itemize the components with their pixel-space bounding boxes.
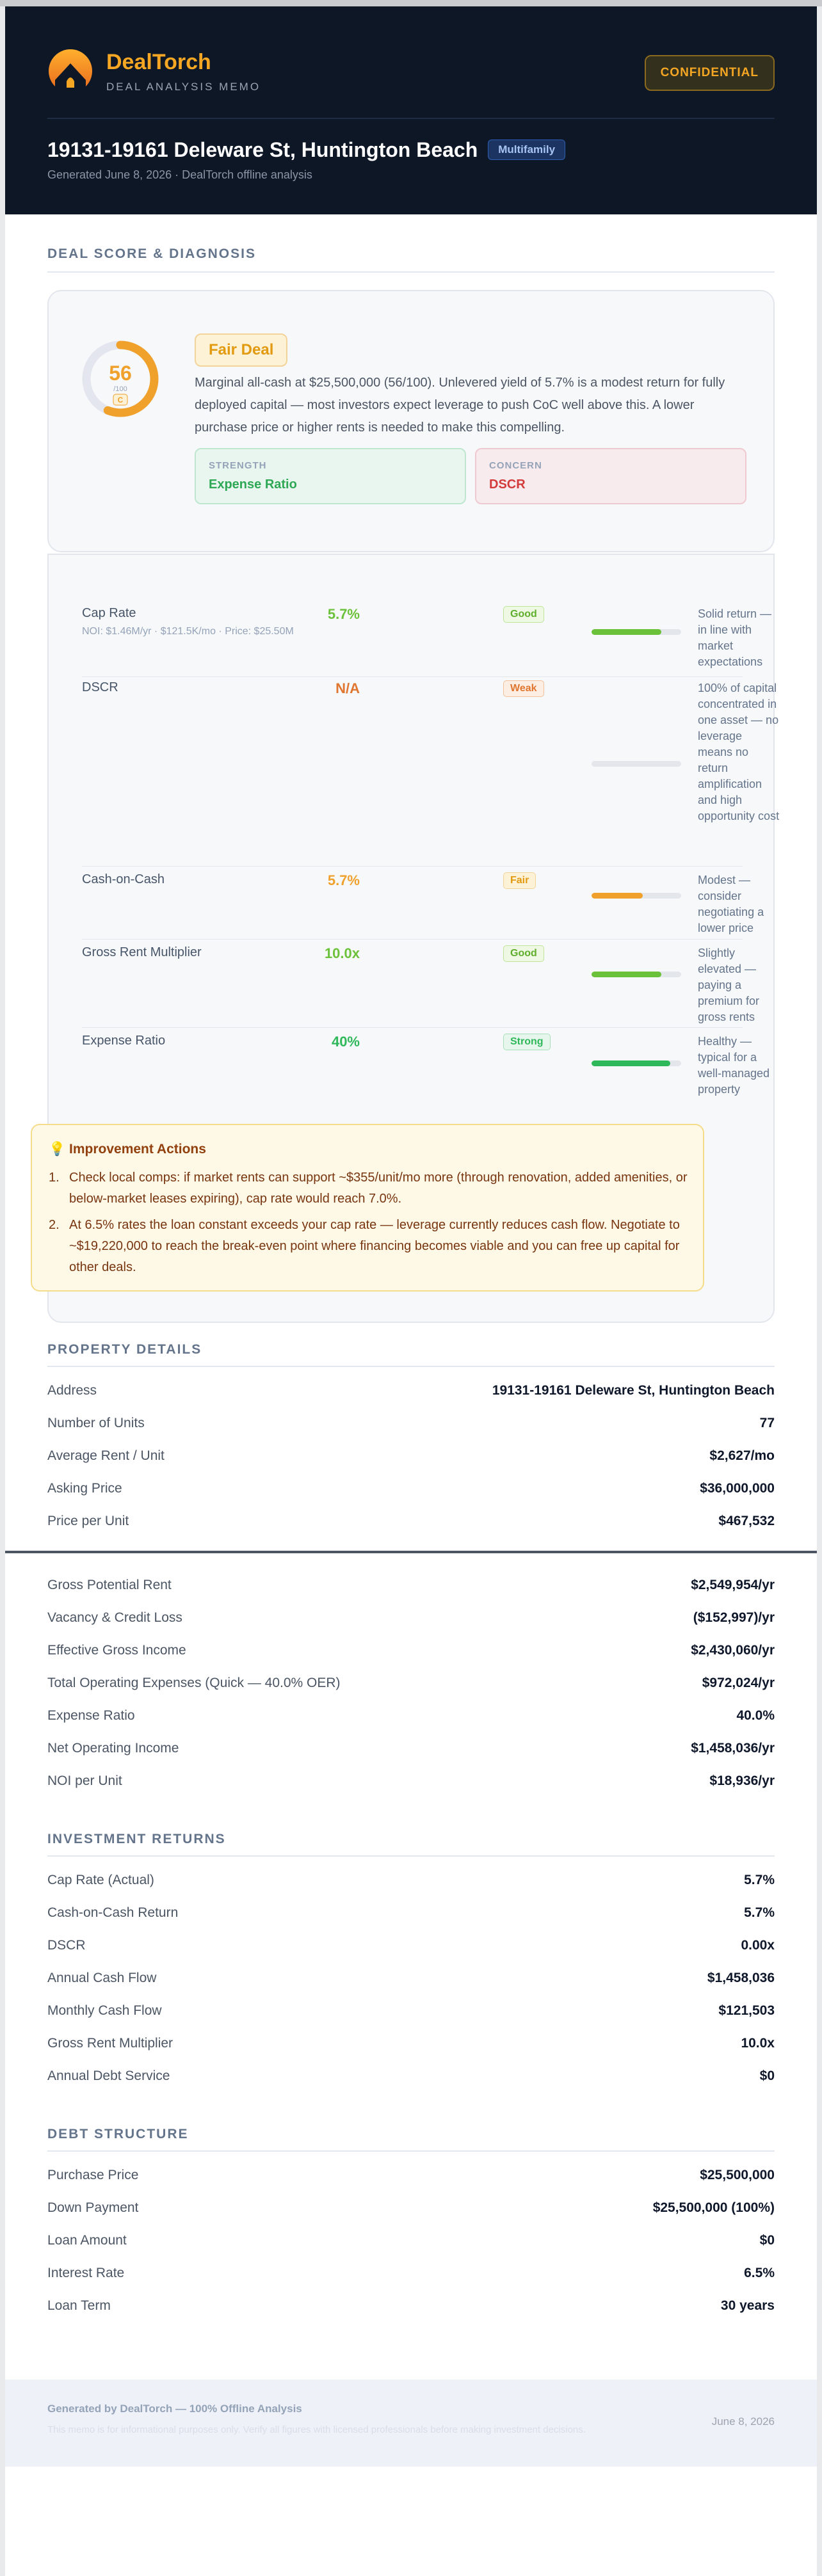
detail-value: $2,627/mo [709,1448,775,1463]
return-row [47,1905,775,1928]
detail-value: 19131-19161 Deleware St, Huntington Beach [492,1383,775,1398]
improvement-title [49,1142,206,1157]
score-max: /100 [113,385,127,393]
debt-value: $25,500,000 (100%) [652,2200,775,2215]
score-value: 56 [109,362,132,385]
metric-bar-fill [592,893,643,899]
torch-flame-icon [47,48,93,94]
return-row [47,2036,775,2059]
footer-disclaimer: This memo is for informational purposes only. Verify all figures with licensed professionals before making investment decisions. [47,2424,586,2435]
detail-row [47,1416,775,1439]
concern-box [475,448,746,504]
metric-value: N/A [335,680,360,696]
debt-value: $25,500,000 [700,2168,775,2182]
return-value: $0 [759,2068,775,2083]
metric-row-dscr [82,680,780,867]
detail-key: Price per Unit [47,1514,129,1528]
metric-bar [592,761,681,767]
return-key: Annual Debt Service [47,2068,170,2083]
memo-page [5,6,817,2576]
strength-label: STRENGTH [209,460,267,471]
score-summary: Marginal all-cash at $25,500,000 (56/100). Unlevered yield of 5.7% is a modest return for fully deployed capital — most investors expect leverage to push CoC well above this. A lower purchase price or higher rents is needed to make this compelling. [195,376,725,435]
debt-key: Interest Rate [47,2266,125,2280]
return-key: Cap Rate (Actual) [47,1873,154,1887]
detail-value: ($152,997)/yr [693,1610,775,1625]
brand-name: DealTorch [106,50,211,74]
metric-badge: Strong [503,1034,551,1050]
metric-name: Expense Ratio [82,1034,166,1048]
metric-note: 100% of capital concentrated in one asset — no leverage means no return amplification and high opportunity cost [698,682,780,822]
metric-value: 40% [331,1034,360,1050]
verdict-badge: Fair Deal [195,333,287,367]
metric-note: Healthy — typical for a well-managed property [698,1035,770,1096]
metric-bar [592,1060,681,1066]
return-key: Annual Cash Flow [47,1971,157,1985]
metric-row-cash-on-cash [82,872,764,940]
return-key: Cash-on-Cash Return [47,1905,179,1920]
detail-key: Expense Ratio [47,1708,135,1723]
debt-row [47,2200,775,2223]
metric-bar [592,629,681,635]
improvement-title-text: Improvement Actions [69,1142,206,1156]
footer-date: June 8, 2026 [711,2415,775,2428]
metric-bar [592,893,681,899]
return-row [47,2003,775,2026]
property-type-badge: Multifamily [488,140,565,160]
metric-bar [592,972,681,977]
section-rule [47,1366,775,1367]
detail-key: Asking Price [47,1481,122,1496]
metric-name: Cap Rate [82,606,136,620]
property-title [47,138,565,162]
detail-value: 77 [759,1416,775,1430]
metric-bar-fill [592,972,661,977]
section-rule [47,271,775,273]
detail-row [47,1773,775,1796]
lightbulb-icon: 💡 [49,1142,66,1156]
detail-value: $1,458,036/yr [691,1741,775,1756]
detail-row [47,1481,775,1504]
metric-bar-fill [592,629,661,635]
detail-key: Gross Potential Rent [47,1578,172,1592]
detail-value: 40.0% [736,1708,775,1723]
debt-value: 30 years [720,2298,775,2313]
confidential-badge: CONFIDENTIAL [645,55,775,91]
memo-footer [5,2380,817,2467]
concern-value: DSCR [489,477,526,492]
property-address: 19131-19161 Deleware St, Huntington Beach [47,138,478,161]
property-details-title: PROPERTY DETAILS [47,1342,202,1357]
concern-label: CONCERN [489,460,542,471]
detail-row [47,1610,775,1633]
item-number: 1. [49,1171,60,1185]
generated-line: Generated June 8, 2026 · DealTorch offline analysis [47,168,312,181]
strength-value: Expense Ratio [209,477,297,492]
debt-row [47,2168,775,2191]
metric-badge: Fair [503,872,536,889]
detail-key: Average Rent / Unit [47,1448,165,1463]
detail-row [47,1578,775,1601]
improvement-actions [31,1124,704,1292]
metric-row-grm [82,945,760,1028]
detail-row [47,1448,775,1471]
return-value: 10.0x [741,2036,775,2051]
debt-key: Down Payment [47,2200,139,2215]
item-text: At 6.5% rates the loan constant exceeds your cap rate — leverage currently reduces cash flow. Negotiate to ~$19,220,000 to reach the break-even point where financing becomes viable and you can free up capital for other deals. [69,1218,680,1274]
section-rule [47,1855,775,1857]
detail-key: Total Operating Expenses (Quick — 40.0% OER) [47,1676,341,1690]
detail-value: $18,936/yr [709,1773,775,1788]
item-text: Check local comps: if market rents can support ~$355/unit/mo more (through renovation, added amenities, or below-market leases expiring), cap rate would reach 7.0%. [69,1171,688,1206]
detail-key: Vacancy & Credit Loss [47,1610,182,1625]
deal-score-title: DEAL SCORE & DIAGNOSIS [47,246,256,261]
detail-key: Effective Gross Income [47,1643,186,1658]
detail-row [47,1708,775,1731]
debt-row [47,2266,775,2289]
metric-bar-fill [592,1060,670,1066]
metric-row-cap-rate [82,606,772,677]
metric-value: 10.0x [324,945,360,961]
metric-value: 5.7% [327,872,360,888]
debt-key: Purchase Price [47,2168,139,2182]
investment-returns-title: INVESTMENT RETURNS [47,1832,226,1846]
strength-box [195,448,466,504]
debt-key: Loan Term [47,2298,111,2313]
footer-generated-by: Generated by DealTorch — 100% Offline Analysis [47,2403,302,2415]
debt-row [47,2233,775,2256]
debt-row [47,2298,775,2321]
metric-note: Slightly elevated — paying a premium for gross rents [698,947,760,1023]
metric-note: Solid return — in line with market expectations [698,607,772,668]
detail-row [47,1514,775,1537]
detail-value: $2,430,060/yr [691,1643,775,1658]
debt-structure-title: DEBT STRUCTURE [47,2127,189,2141]
detail-row [47,1741,775,1764]
debt-value: 6.5% [744,2266,775,2280]
metric-name: DSCR [82,680,118,694]
return-key: Gross Rent Multiplier [47,2036,173,2051]
return-row [47,1938,775,1961]
detail-row [47,1383,775,1406]
return-value: $121,503 [718,2003,775,2018]
brand-tagline: DEAL ANALYSIS MEMO [106,81,261,93]
detail-key: Net Operating Income [47,1741,179,1756]
return-row [47,1971,775,1994]
debt-key: Loan Amount [47,2233,127,2248]
detail-value: $2,549,954/yr [691,1578,775,1592]
score-card [47,290,775,552]
return-value: 5.7% [744,1873,775,1887]
memo-header [5,6,817,214]
detail-row [47,1643,775,1666]
detail-key: NOI per Unit [47,1773,122,1788]
window-top-strip [0,0,822,6]
return-row [47,1873,775,1896]
return-value: $1,458,036 [707,1971,775,1985]
metric-sub: NOI: $1.46M/yr · $121.5K/mo · Price: $25.50M [82,626,294,637]
metric-row-expense-ratio [82,1034,770,1112]
metric-name: Cash-on-Cash [82,872,165,886]
return-key: Monthly Cash Flow [47,2003,162,2018]
detail-value: $467,532 [718,1514,775,1528]
debt-value: $0 [759,2233,775,2248]
detail-value: $36,000,000 [700,1481,775,1496]
detail-row [47,1676,775,1699]
score-gauge [81,339,160,419]
metric-badge: Good [503,606,544,623]
detail-key: Number of Units [47,1416,145,1430]
return-value: 0.00x [741,1938,775,1953]
detail-key: Address [47,1383,97,1398]
detail-value: $972,024/yr [702,1676,775,1690]
metric-note: Modest — consider negotiating a lower price [698,874,764,934]
return-key: DSCR [47,1938,86,1953]
page-break-line [5,1551,817,1553]
metric-badge: Good [503,945,544,962]
metric-name: Gross Rent Multiplier [82,945,202,959]
score-grade: C [117,396,124,404]
header-divider [47,118,775,119]
return-row [47,2068,775,2092]
section-rule [47,2150,775,2152]
return-value: 5.7% [744,1905,775,1920]
item-number: 2. [49,1218,60,1232]
metric-value: 5.7% [327,606,360,622]
metric-badge: Weak [503,680,544,697]
